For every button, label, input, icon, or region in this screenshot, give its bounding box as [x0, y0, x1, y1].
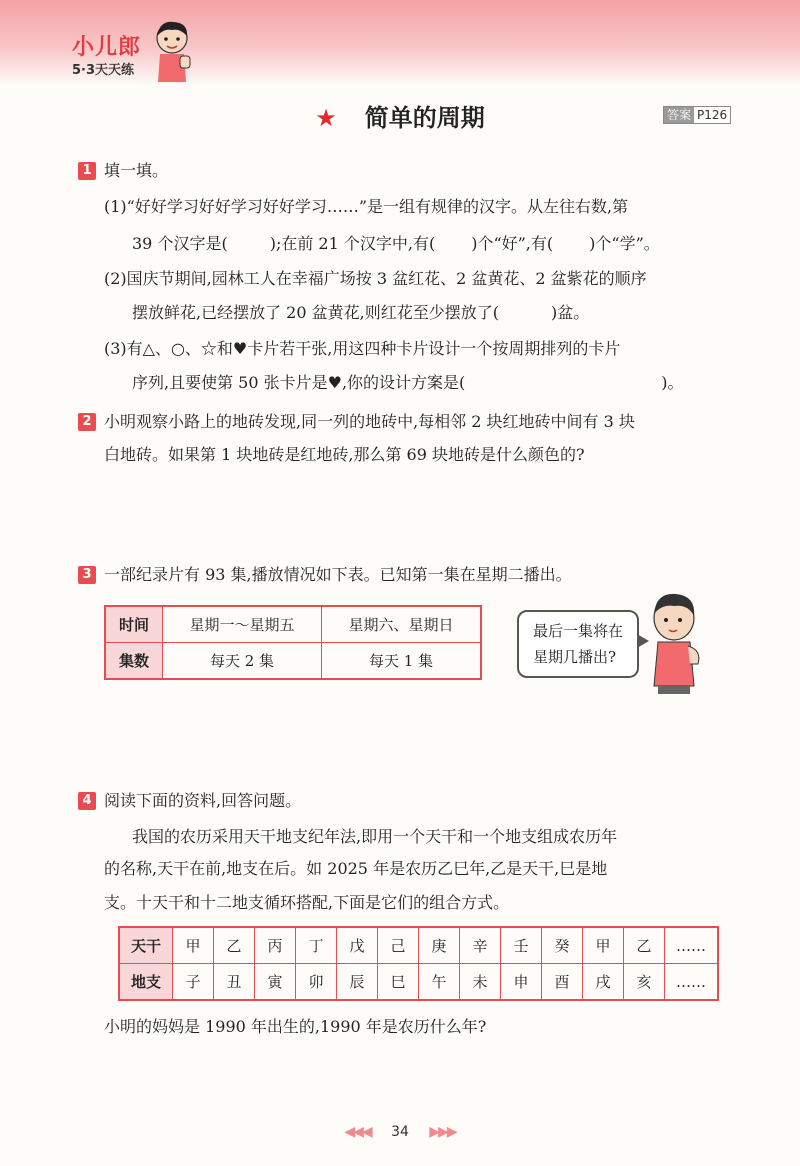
- q1-part3-line1: (3)有△、○、☆和♥卡片若干张,用这四种卡片设计一个按周期排列的卡片: [104, 339, 621, 358]
- title-text: 简单的周期: [364, 104, 485, 132]
- q1-part2-line2: 摆放鲜花,已经摆放了 20 盆黄花,则红花至少摆放了( )盆。: [132, 303, 590, 322]
- tiangan-cell: 戊: [337, 927, 378, 964]
- q2-line2: 白地砖。如果第 1 块地砖是红地砖,那么第 69 块地砖是什么颜色的?: [104, 445, 585, 464]
- tiangan-cell: 癸: [542, 927, 583, 964]
- brand-name: 小儿郎: [72, 35, 142, 60]
- table-cell: 星期一～星期五: [163, 606, 322, 643]
- q4-question: 小明的妈妈是 1990 年出生的,1990 年是农历什么年?: [104, 1017, 487, 1036]
- answer-label: 答案: [664, 107, 694, 123]
- q4-para-line1: 我国的农历采用天干地支纪年法,即用一个天干和一个地支组成农历年: [132, 827, 618, 846]
- question-3-number: 3: [78, 566, 96, 584]
- broadcast-table: [104, 605, 482, 680]
- tiangan-cell: 己: [378, 927, 419, 964]
- tiangan-cell: 庚: [419, 927, 460, 964]
- tiangan-cell: 甲: [173, 927, 214, 964]
- dizhi-cell: 卯: [296, 964, 337, 1001]
- tiangan-cell: 壬: [501, 927, 542, 964]
- answer-reference: [663, 106, 731, 124]
- next-arrows-icon: ▶▶▶: [429, 1124, 456, 1140]
- page-number: 34: [391, 1124, 409, 1140]
- q4-heading: 阅读下面的资料,回答问题。: [104, 791, 302, 810]
- question-2-number: 2: [78, 413, 96, 431]
- q1-part1-line2: 39 个汉字是( );在前 21 个汉字中,有( )个“好”,有( )个“学”。: [132, 234, 660, 253]
- answer-page: P126: [697, 108, 728, 122]
- boy-thinking-icon: [644, 590, 710, 694]
- bubble-line-1: 最后一集将在: [533, 622, 624, 640]
- prev-arrows-icon: ◀◀◀: [344, 1124, 371, 1140]
- dizhi-cell: 亥: [624, 964, 665, 1001]
- page-footer: [0, 1124, 800, 1140]
- q1-heading: 填一填。: [104, 161, 169, 180]
- title-star-icon: ★: [315, 104, 337, 132]
- tiangan-cell: 丙: [255, 927, 296, 964]
- dizhi-cell: 巳: [378, 964, 419, 1001]
- dizhi-cell: 寅: [255, 964, 296, 1001]
- brand-logo: [72, 30, 141, 78]
- q2-line1: 小明观察小路上的地砖发现,同一列的地砖中,每相邻 2 块红地砖中间有 3 块: [104, 412, 635, 431]
- dizhi-cell: 丑: [214, 964, 255, 1001]
- ganzhi-table: [118, 926, 719, 1001]
- tiangan-cell: 辛: [460, 927, 501, 964]
- q1-part2-line1: (2)国庆节期间,园林工人在幸福广场按 3 盆红花、2 盆黄花、2 盆紫花的顺序: [104, 269, 647, 288]
- tiangan-cell: 乙: [624, 927, 665, 964]
- q1-part1-line1: (1)“好好学习好好学习好好学习……”是一组有规律的汉字。从左往右数,第: [104, 197, 629, 216]
- table-row: [105, 643, 481, 680]
- table-cell: 星期六、星期日: [322, 606, 482, 643]
- table-header-cell: 天干: [119, 927, 173, 964]
- table-cell: 每天 1 集: [322, 643, 482, 680]
- dizhi-cell: 午: [419, 964, 460, 1001]
- speech-bubble: [517, 610, 639, 678]
- ellipsis-cell: ……: [665, 927, 719, 964]
- dizhi-cell: 戌: [583, 964, 624, 1001]
- dizhi-cell: 辰: [337, 964, 378, 1001]
- tiangan-cell: 乙: [214, 927, 255, 964]
- question-4-number: 4: [78, 792, 96, 810]
- mascot-thumbs-up-icon: [150, 20, 194, 84]
- tiangan-cell: 甲: [583, 927, 624, 964]
- q3-line1: 一部纪录片有 93 集,播放情况如下表。已知第一集在星期二播出。: [104, 565, 572, 584]
- table-header-cell: 集数: [105, 643, 163, 680]
- q1-part3-line2: 序列,且要使第 50 张卡片是♥,你的设计方案是( )。: [132, 373, 684, 392]
- tiangan-cell: 丁: [296, 927, 337, 964]
- ellipsis-cell: ……: [665, 964, 719, 1001]
- table-row: [105, 606, 481, 643]
- question-1-number: 1: [78, 162, 96, 180]
- q4-para-line3: 支。十天干和十二地支循环搭配,下面是它们的组合方式。: [104, 893, 510, 912]
- q4-para-line2: 的名称,天干在前,地支在后。如 2025 年是农历乙巳年,乙是天干,巳是地: [104, 859, 608, 878]
- dizhi-cell: 未: [460, 964, 501, 1001]
- table-header-cell: 时间: [105, 606, 163, 643]
- dizhi-cell: 申: [501, 964, 542, 1001]
- bubble-line-2: 星期几播出?: [533, 648, 617, 666]
- dizhi-cell: 酉: [542, 964, 583, 1001]
- dizhi-cell: 子: [173, 964, 214, 1001]
- dizhi-row: [119, 964, 718, 1001]
- tiangan-row: [119, 927, 718, 964]
- table-header-cell: 地支: [119, 964, 173, 1001]
- brand-subtitle: 5·3天天练: [72, 63, 135, 78]
- table-cell: 每天 2 集: [163, 643, 322, 680]
